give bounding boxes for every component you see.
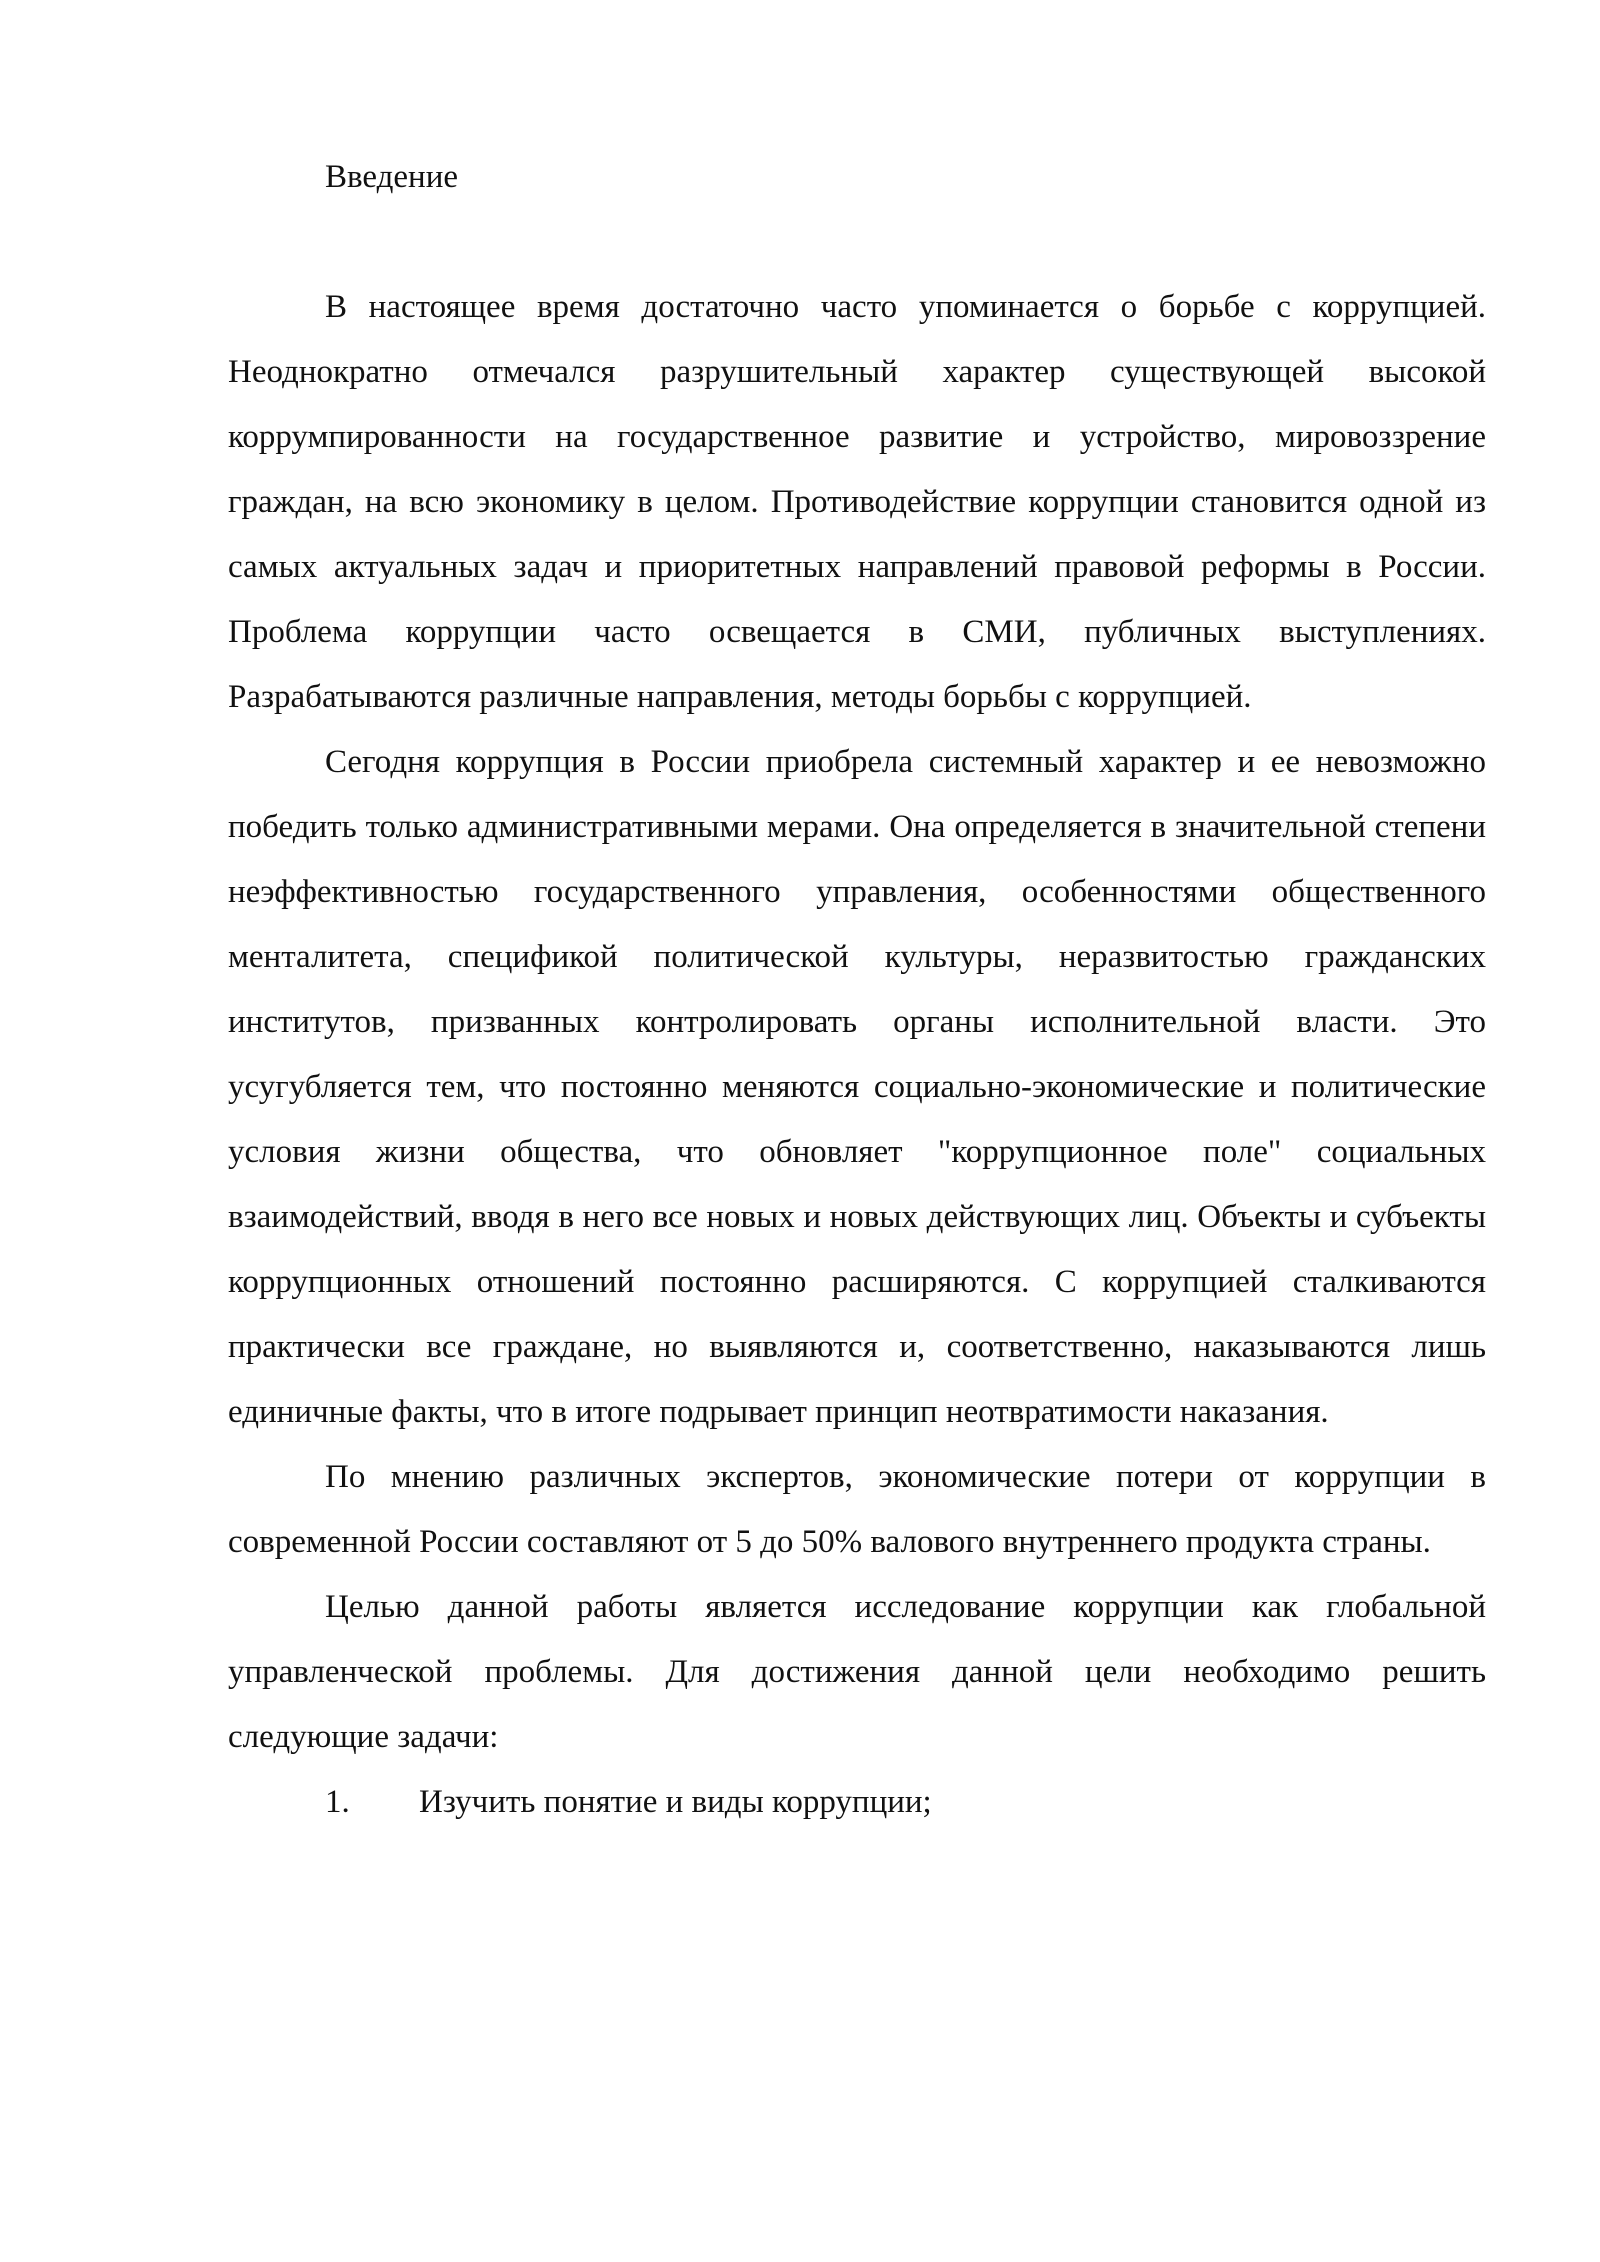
list-item-number: 1. [325, 1784, 350, 1820]
document-body [228, 275, 1486, 1835]
document-heading: Введение [325, 159, 459, 195]
list-item [228, 1770, 1486, 1835]
paragraph-corruption-systemic-character: Сегодня коррупция в России приобрела системный характер и ее невозможно победить только административными мерами. Она определяется в значительной степени неэффективностью государственного управления, особенностями общественного менталитета, спецификой политической культуры, неразвитостью гражданских институтов, призванных контролировать органы исполнительной власти. Это усугубляется тем, что постоянно меняются социально-экономические и политические условия жизни общества, что обновляет "коррупционное поле" социальных взаимодействий, вводя в него все новых и новых действующих лиц. Объекты и субъекты коррупционных отношений постоянно расширяются. С коррупцией сталкиваются практически все граждане, но выявляются и, соответственно, наказываются лишь единичные факты, что в итоге подрывает принцип неотвратимости наказания. [228, 744, 1486, 1430]
paragraph-economic-losses: По мнению различных экспертов, экономические потери от коррупции в современной России составляют от 5 до 50% валового внутреннего продукта страны. [228, 1459, 1486, 1560]
paragraph-corruption-overview: В настоящее время достаточно часто упоминается о борьбе с коррупцией. Неоднократно отмечался разрушительный характер существующей высокой коррумпированности на государственное развитие и устройство, мировоззрение граждан, на всю экономику в целом. Противодействие коррупции становится одной из самых актуальных задач и приоритетных направлений правовой реформы в России. Проблема коррупции часто освещается в СМИ, публичных выступлениях. Разрабатываются различные направления, методы борьбы с коррупцией. [228, 289, 1486, 715]
paragraph-research-goal: Целью данной работы является исследование коррупции как глобальной управленческой проблемы. Для достижения данной цели необходимо решить следующие задачи: [228, 1589, 1486, 1755]
list-item-text: Изучить понятие и виды коррупции; [419, 1784, 932, 1820]
